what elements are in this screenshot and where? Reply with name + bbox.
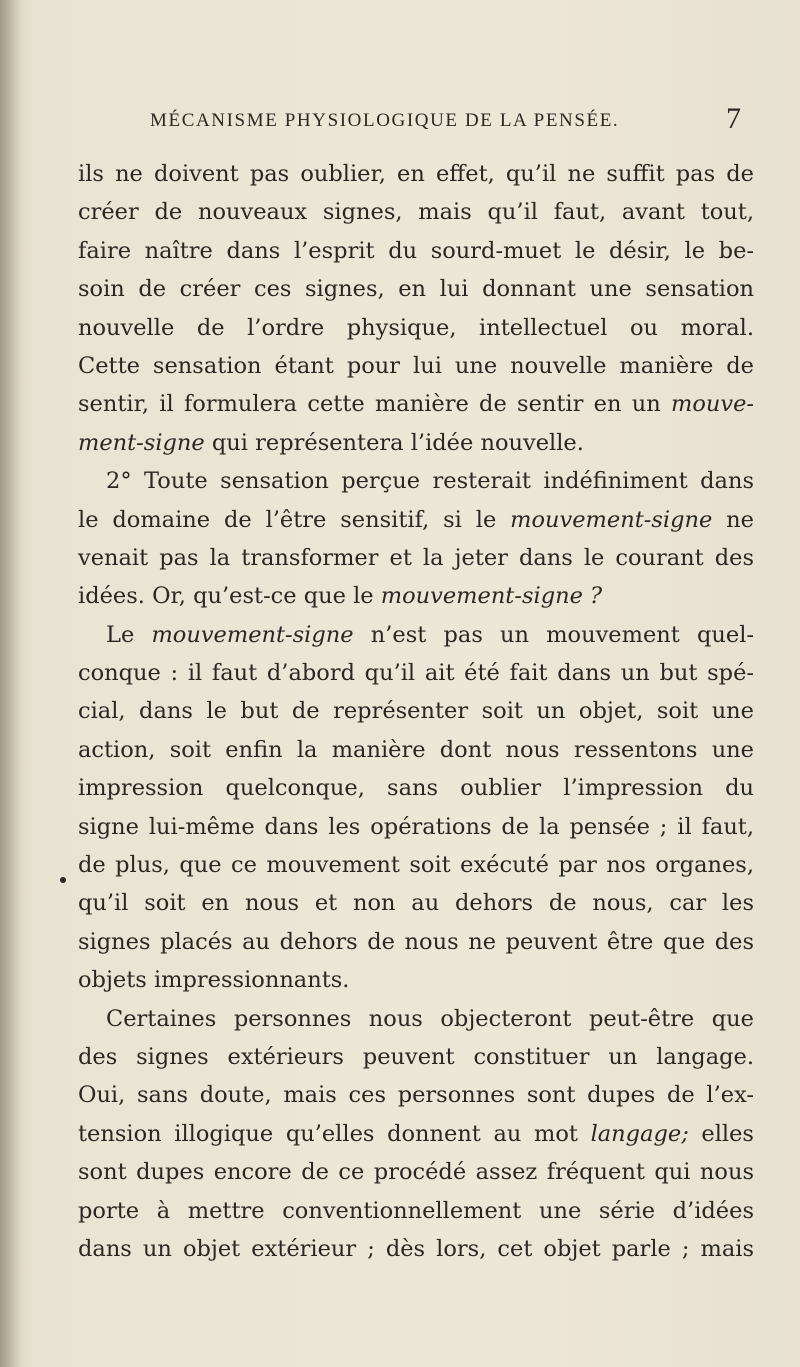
- text-line: [78, 1230, 754, 1268]
- text-run: 2° Toute sensation perçue resterait indéfiniment dans: [106, 468, 754, 495]
- text-run: dans un objet extérieur ; dès lors, cet objet parle ; mais: [78, 1235, 754, 1262]
- italic-term: mouvement-signe: [510, 506, 713, 533]
- italic-term: mouve-: [670, 391, 754, 418]
- text-line: [78, 1038, 754, 1076]
- text-run: objets impressionnants.: [78, 967, 350, 994]
- text-line: [78, 769, 754, 807]
- text-line: [78, 1000, 754, 1038]
- text-run: tension illogique qu’elles donnent au mot: [78, 1120, 591, 1147]
- text-line: [78, 884, 754, 922]
- text-run: Certaines personnes nous objecteront peut-être que: [106, 1005, 754, 1032]
- text-line: [78, 232, 754, 270]
- text-line: [78, 193, 754, 231]
- text-line: [78, 654, 754, 692]
- text-run: ils ne doivent pas oublier, en effet, qu’il ne suffit pas de: [78, 161, 754, 187]
- text-run: qu’il soit en nous et non au dehors de nous, car les: [78, 890, 754, 917]
- running-title: MÉCANISME PHYSIOLOGIQUE DE LA PENSÉE.: [150, 110, 620, 131]
- italic-term: ment-signe: [78, 429, 205, 456]
- text-line: [78, 270, 754, 308]
- text-line: [78, 501, 754, 539]
- text-line: [78, 846, 754, 884]
- text-line: [78, 577, 754, 615]
- text-line: [78, 1115, 754, 1153]
- body-text: [78, 155, 754, 1268]
- text-line: [78, 923, 754, 961]
- italic-term: langage;: [590, 1120, 689, 1147]
- text-run: soin de créer ces signes, en lui donnant une sensation: [78, 276, 754, 303]
- text-run: signe lui-même dans les opérations de la pensée ; il faut,: [78, 813, 754, 840]
- text-run: sont dupes encore de ce procédé assez fréquent qui nous: [78, 1159, 754, 1186]
- page-header: [0, 98, 800, 142]
- text-line: [78, 155, 754, 193]
- text-run: signes placés au dehors de nous ne peuvent être que des: [78, 928, 754, 955]
- text-run: conque : il faut d’abord qu’il ait été fait dans un but spé-: [78, 660, 754, 687]
- text-line: [78, 961, 754, 999]
- text-run: elles: [688, 1120, 754, 1147]
- text-line: [78, 309, 754, 347]
- text-line: [78, 424, 754, 462]
- text-run: Oui, sans doute, mais ces personnes sont dupes de l’ex-: [78, 1082, 754, 1109]
- text-line: [78, 347, 754, 385]
- text-line: [78, 692, 754, 730]
- text-run: Le: [106, 621, 152, 648]
- text-line: [78, 1192, 754, 1230]
- text-run: venait pas la transformer et la jeter dans le courant des: [78, 544, 754, 571]
- binding-shadow: [0, 0, 22, 1367]
- text-run: créer de nouveaux signes, mais qu’il faut, avant tout,: [78, 199, 754, 226]
- italic-term: mouvement-signe ?: [380, 583, 603, 610]
- text-run: nouvelle de l’ordre physique, intellectuel ou moral.: [78, 314, 754, 341]
- text-line: [78, 808, 754, 846]
- text-line: [78, 1153, 754, 1191]
- text-run: Cette sensation étant pour lui une nouvelle manière de: [78, 352, 754, 379]
- text-run: qui représentera l’idée nouvelle.: [204, 429, 584, 456]
- text-run: de plus, que ce mouvement soit exécuté par nos organes,: [78, 852, 754, 879]
- text-line: [78, 1076, 754, 1114]
- text-run: porte à mettre conventionnellement une série d’idées: [78, 1197, 754, 1224]
- text-line: [78, 385, 754, 423]
- text-run: action, soit enfin la manière dont nous ressentons une: [78, 736, 754, 763]
- text-run: des signes extérieurs peuvent constituer un langage.: [78, 1043, 754, 1070]
- text-run: n’est pas un mouvement quel-: [353, 621, 754, 648]
- text-line: [78, 462, 754, 500]
- margin-dot: [60, 877, 66, 883]
- text-line: [78, 616, 754, 654]
- text-run: le domaine de l’être sensitif, si le: [78, 506, 511, 533]
- text-line: [78, 731, 754, 769]
- text-run: idées. Or, qu’est-ce que le: [78, 583, 381, 610]
- text-line: [78, 539, 754, 577]
- text-run: cial, dans le but de représenter soit un objet, soit une: [78, 698, 754, 725]
- italic-term: mouvement-signe: [151, 621, 354, 648]
- text-run: impression quelconque, sans oublier l’impression du: [78, 775, 754, 802]
- text-run: faire naître dans l’esprit du sourd-muet le désir, le be-: [78, 237, 754, 264]
- page-number: 7: [726, 102, 741, 135]
- text-run: ne: [712, 506, 754, 533]
- text-run: sentir, il formulera cette manière de sentir en un: [78, 391, 671, 418]
